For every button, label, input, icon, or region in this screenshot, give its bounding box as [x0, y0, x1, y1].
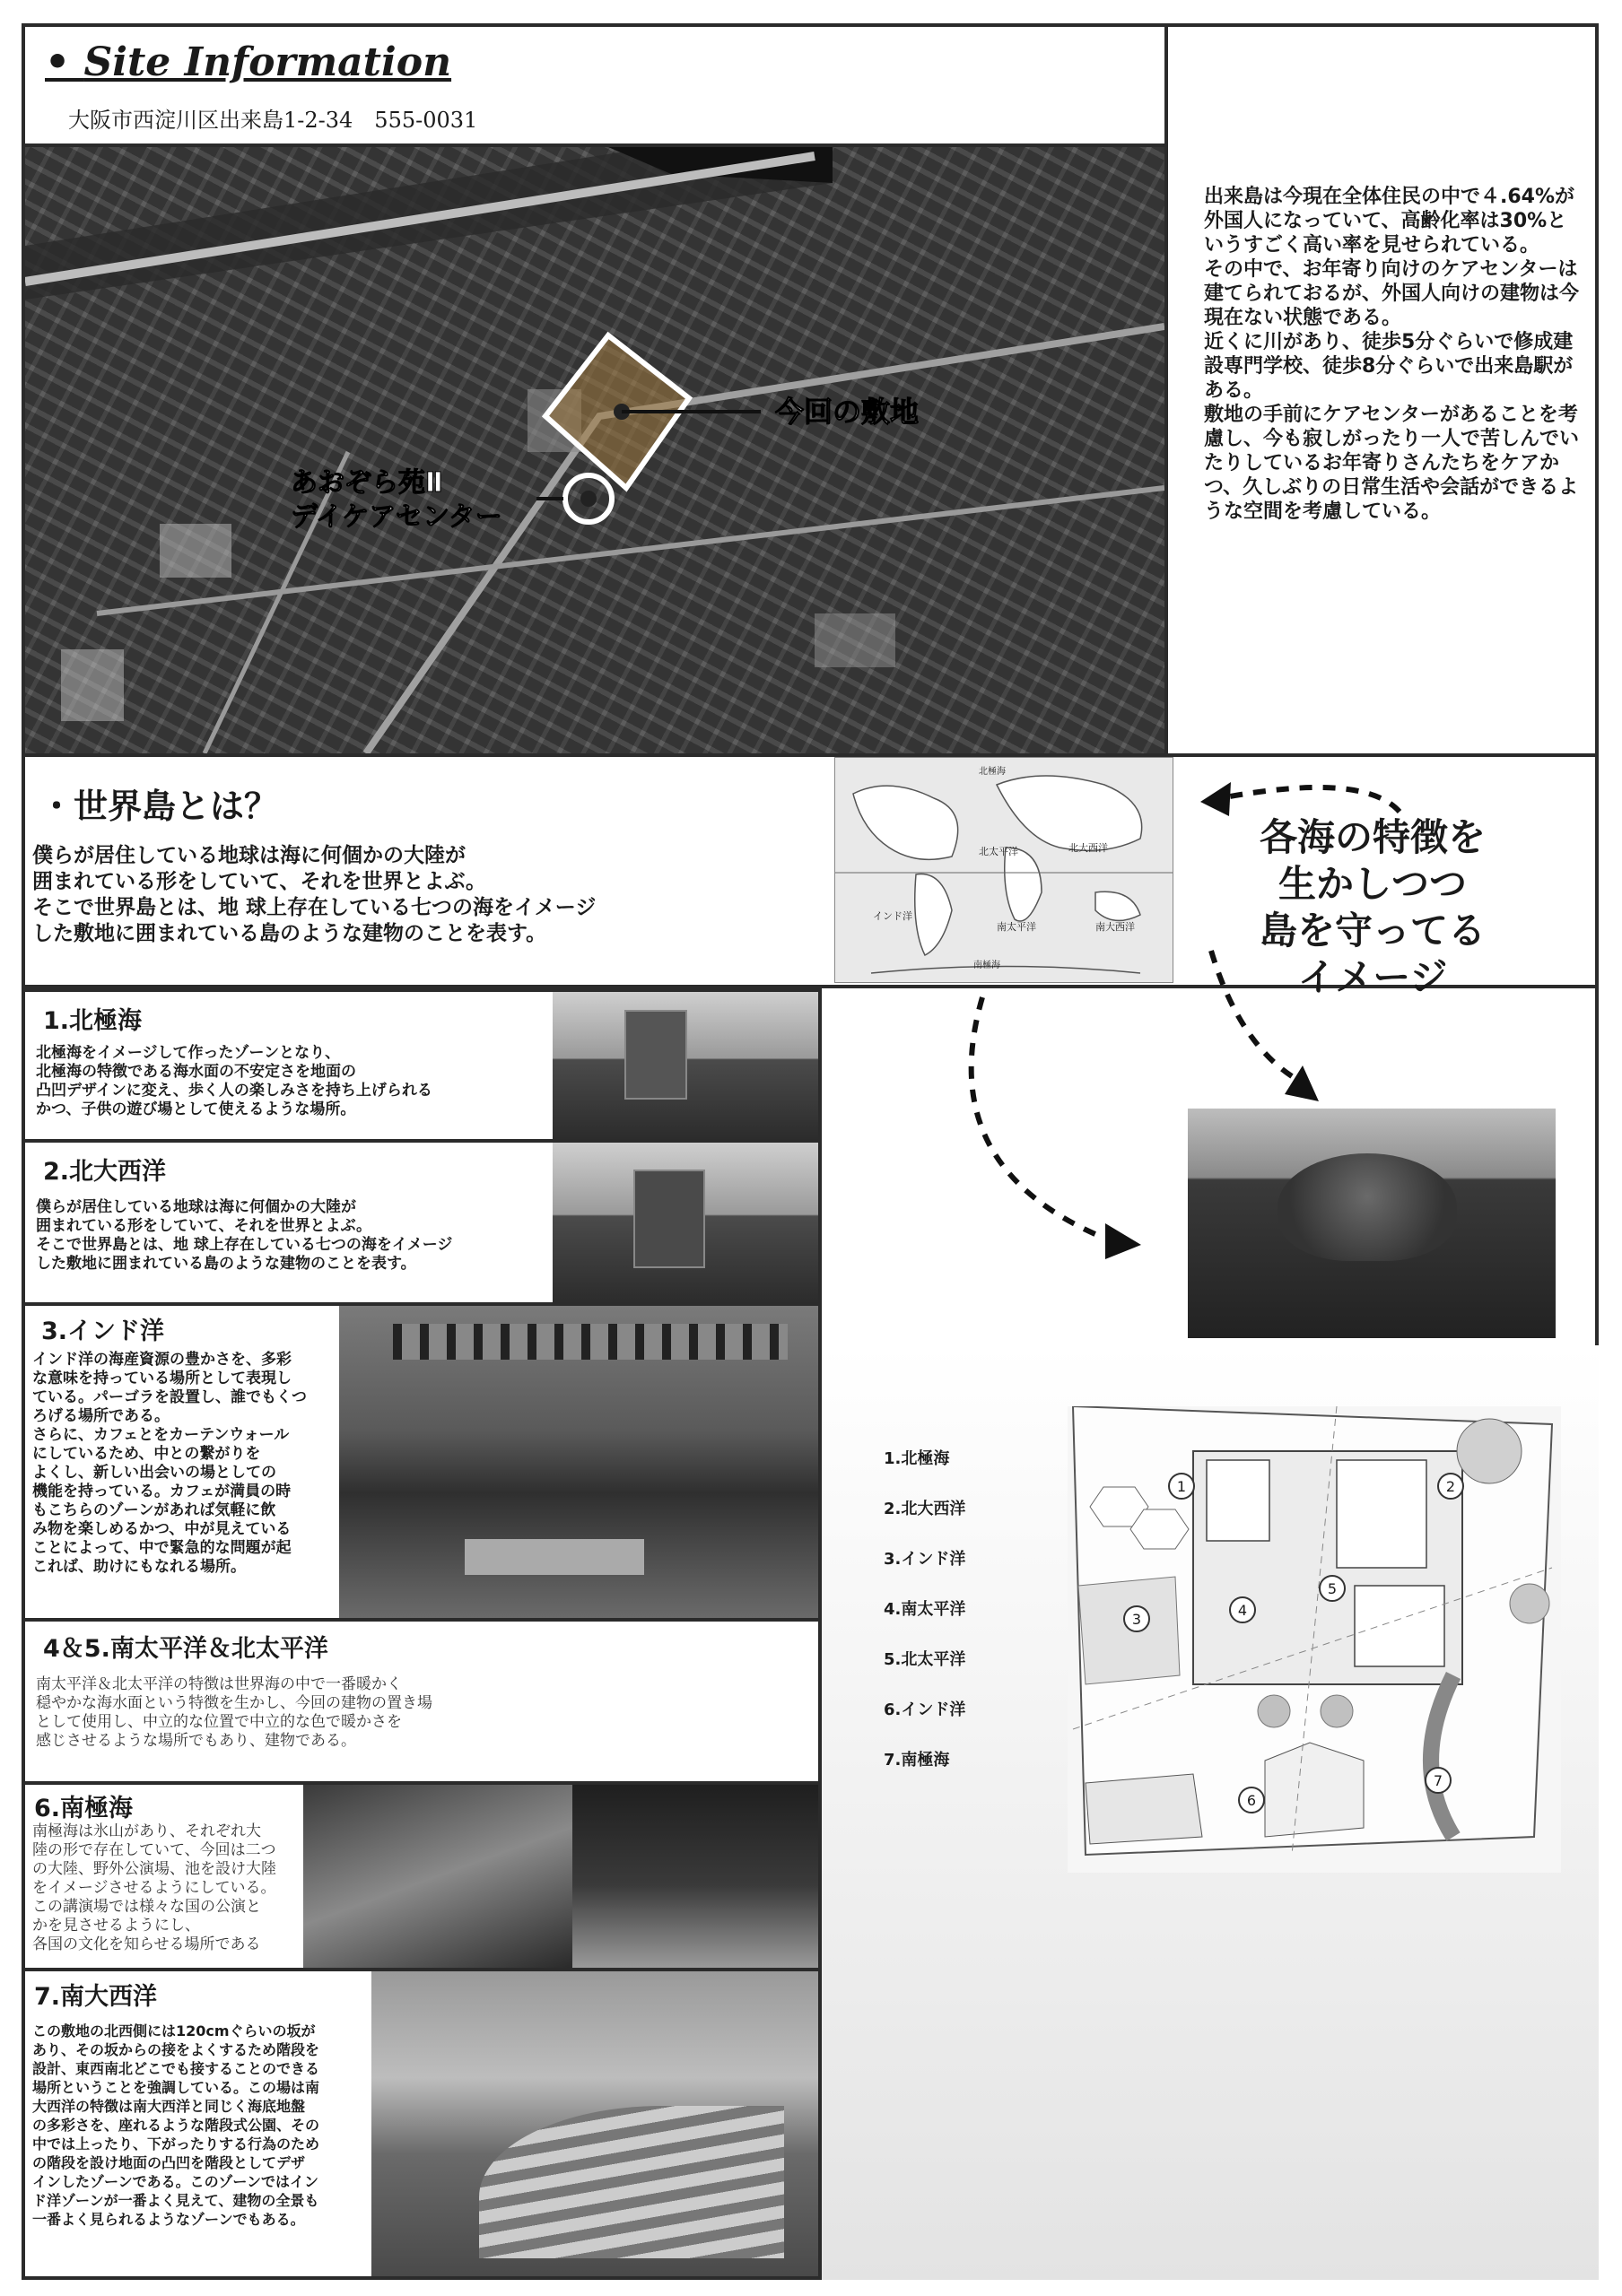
island-photo [1188, 1109, 1556, 1338]
world-map-shapes [835, 758, 1173, 983]
zone-6-title: 6.南極海 [34, 1795, 134, 1822]
plan-number-2: 2 [1437, 1473, 1464, 1500]
world-map-label-3: 北大西洋 [1068, 842, 1108, 854]
bullet: ・ [39, 787, 74, 826]
zone-1-title: 1.北極海 [43, 1007, 143, 1035]
zone-7-title: 7.南大西洋 [34, 1983, 158, 2011]
zone-7-photo [371, 1971, 818, 2276]
zone-2-photo [553, 1143, 818, 1302]
map-overlay [25, 147, 1164, 753]
world-text: 僕らが居住している地球は海に何個かの大陸が 囲まれている形をしていて、それを世界とよぶ。 そこで世界島とは、地 球上存在している七つの海をイメージ した敷地に囲まれている島のような建物のことを表す。 [32, 844, 597, 945]
site-plan [1068, 1406, 1561, 1873]
stairs [479, 2106, 784, 2258]
table [465, 1539, 644, 1575]
zone-1-text: 北極海をイメージして作ったゾーンとなり、 北極海の特徴である海水面の不安定さを地面の 凸凹デザインに変え、歩く人の楽しみさを持ち上げられる かつ、子供の遊び場として使えるような場所。 [36, 1044, 432, 1118]
zone-2-title: 2.北大西洋 [43, 1158, 167, 1186]
world-map-label-6: 南大西洋 [1095, 921, 1135, 933]
legend-item-7: 7.南極海 [884, 1751, 950, 1770]
zone-3-photo [339, 1306, 818, 1618]
plan-number-7: 7 [1425, 1767, 1452, 1794]
plan-number-5: 5 [1319, 1575, 1346, 1602]
zone-4-5-title: 4＆5.南太平洋＆北太平洋 [43, 1635, 328, 1663]
zone-6 [22, 1781, 822, 1971]
plan-number-1: 1 [1168, 1473, 1195, 1500]
world-map-label-5: 南太平洋 [997, 921, 1036, 933]
zone-4-5-text: 南太平洋＆北太平洋の特徴は世界海の中で一番暖かく 穏やかな海水面という特徴を生かし、今回の建物の置き場 として使用し、中立的な位置で中立的な色で暖かさを 感じさせるような場所でもあり、建物である。 [36, 1675, 432, 1750]
zone-2-text: 僕らが居住している地球は海に何個かの大陸が 囲まれている形をしていて、それを世界とよぶ。 そこで世界島とは、地 球上存在している七つの海をイメージ した敷地に囲まれている島のような建物のことを表す。 [36, 1198, 453, 1273]
zone-3 [22, 1302, 822, 1622]
world-title: ・世界島とは？ [39, 787, 279, 826]
world-map-label-1: 北極海 [979, 767, 1006, 777]
zone-6-photo-b [572, 1785, 818, 1968]
aerial-map [22, 144, 1168, 757]
legend-item-2: 2.北大西洋 [884, 1500, 966, 1518]
zone-7-text: この敷地の北西側には120cmぐらいの坂が あり、その坂からの接をよくするため階段を 設計、東西南北どこでも接することのできる 場所ということを強調している。この場は南 大西洋の特徴は南大西洋と同じく海底地盤 の多彩さを、座れるような階段式公園、その 中では上ったり、下がったりする行為のため の階段を設け地面の凸凹を階段としてデザ インしたゾーンである。このゾーンではイン ド洋ゾーンが一番よく見えて、建物の全景も 一番よく見られるようなゾーンでもある。 [32, 2022, 320, 2228]
plan-number-4: 4 [1229, 1596, 1256, 1623]
zone-3-title: 3.インド洋 [41, 1318, 165, 1345]
pergola [393, 1324, 788, 1360]
legend-item-1: 1.北極海 [884, 1449, 950, 1468]
map-label-site: 今回の敷地 [775, 395, 920, 429]
world-map-label-7: 南極海 [973, 961, 1000, 970]
site-description-panel [1164, 23, 1599, 757]
zone-1-photo [553, 992, 818, 1139]
building-shape [624, 1010, 687, 1100]
concept-text: 各海の特徴を 生かしつつ 島を守ってる イメージ [1259, 815, 1486, 999]
map-label-center: あおぞら苑Ⅱ デイケアセンター [291, 467, 502, 533]
zone-7 [22, 1968, 822, 2280]
bullet: • [45, 39, 84, 85]
legend-item-3: 3.インド洋 [884, 1550, 966, 1569]
site-description: 出来島は今現在全体住民の中で４.64%が外国人になっていて、高齢化率は30%というすごく高い率を見せられている。 その中で、お年寄り向けのケアセンターは建てられておるが、外国人向けの建物は今現在ない状態である。 近くに川があり、徒歩5分ぐらいで修成建設専門学校、徒歩8分ぐらいで出来島駅がある。 敷地の手前にケアセンターがあることを考慮し、今も寂しがったり一人で苦しんでいたりしているお年寄りさんたちをケアかつ、久しぶりの日常生活や会話ができるような空間を考慮している。 [1204, 186, 1580, 523]
site-title: • Site Information [45, 39, 452, 85]
legend-item-6: 6.インド洋 [884, 1700, 966, 1719]
site-header [22, 23, 1168, 147]
zone-6-text: 南極海は氷山があり、それぞれ大 陸の形で存在していて、今回は二つ の大陸、野外公演場、池を設け大陸 をイメージさせるようにしている。 この講演場では様々な国の公演と かを見させるようにし、 各国の文化を知らせる場所である [32, 1822, 276, 1953]
plan-number-6: 6 [1238, 1787, 1265, 1813]
site-plan-drawing [1068, 1406, 1561, 1873]
plan-number-3: 3 [1123, 1605, 1150, 1632]
zone-4-5 [22, 1618, 822, 1785]
zone-3-text: インド洋の海産資源の豊かさを、多彩 な意味を持っている場所として表現し ている。パーゴラを設置し、誰でもくつ ろげる場所である。 さらに、カフェとをカーテンウォール にしているため、中との繋がりを よくし、新しい出会いの場としての 機能を持っている。カフェが満員の時 もこちらのゾーンがあれば気軽に飲 み物を楽しめるかつ、中が見えている ことによって、中で緊急的な問題が起 これば、助けにもなれる場所。 [32, 1351, 307, 1576]
zone-6-photo-a [303, 1785, 572, 1968]
building-shape [633, 1170, 705, 1268]
zone-2 [22, 1139, 822, 1306]
world-map-label-2: 北太平洋 [979, 846, 1018, 857]
site-address: 大阪市西淀川区出来島1-2-34 555-0031 [68, 108, 478, 133]
world-map [834, 757, 1173, 983]
world-map-label-4: インド洋 [873, 910, 912, 922]
legend-item-5: 5.北太平洋 [884, 1650, 966, 1669]
island-shape [1278, 1153, 1457, 1261]
legend-item-4: 4.南太平洋 [884, 1600, 966, 1619]
zone-1 [22, 988, 822, 1143]
